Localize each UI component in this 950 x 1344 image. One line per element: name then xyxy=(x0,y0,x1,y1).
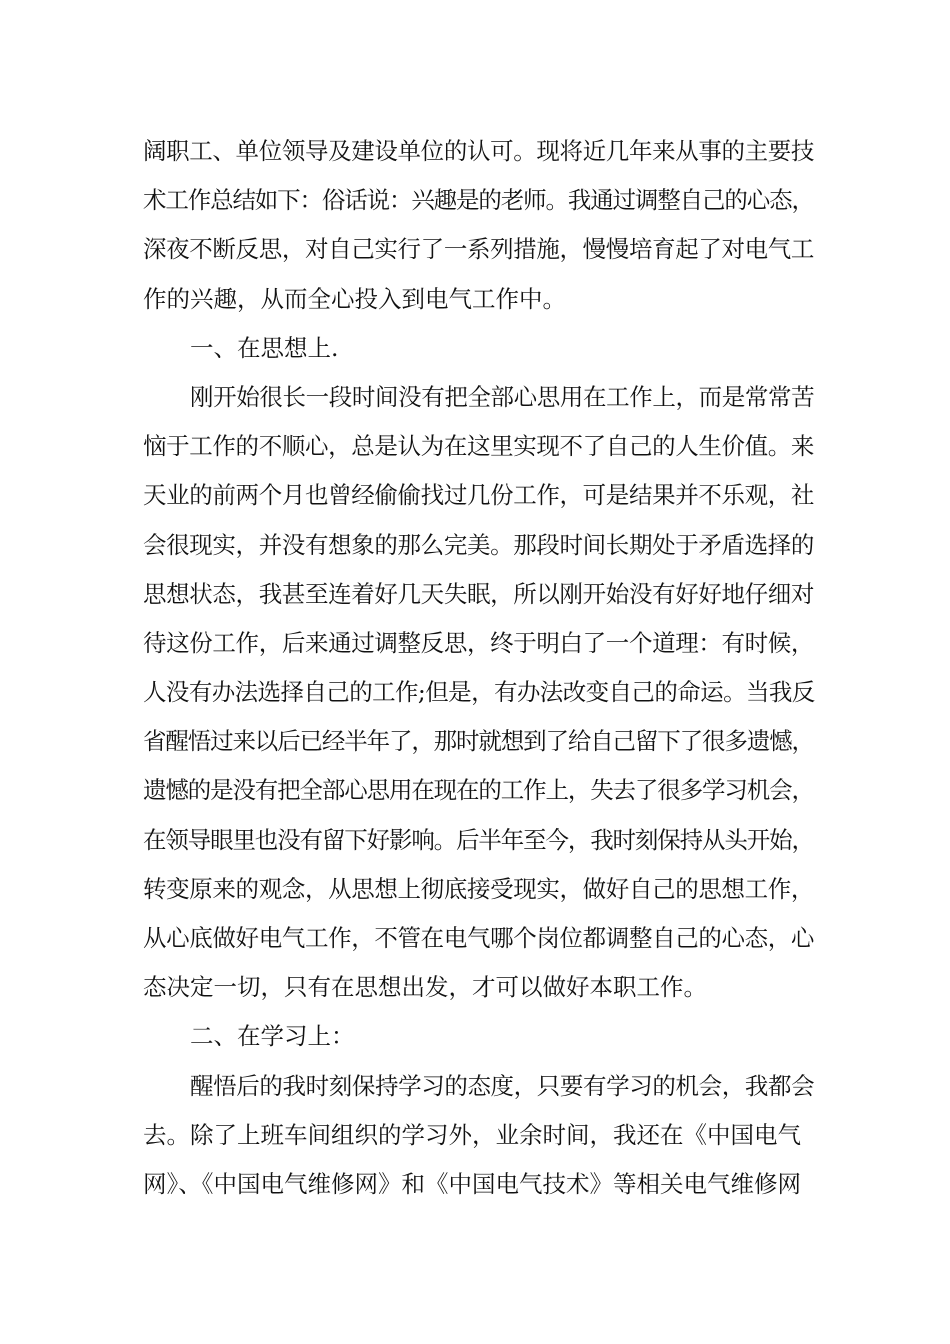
text-line: 在领导眼里也没有留下好影响。后半年至今，我时刻保持从头开始， xyxy=(143,825,814,854)
text-line: 醒悟后的我时刻保持学习的态度，只要有学习的机会，我都会 xyxy=(190,1071,815,1100)
text-line: 阔职工、单位领导及建设单位的认可。现将近几年来从事的主要技 xyxy=(143,137,815,165)
text-line: 态决定一切，只有在思想出发，才可以做好本职工作。 xyxy=(143,973,707,1002)
text-line: 省醒悟过来以后已经半年了，那时就想到了给自己留下了很多遗憾， xyxy=(143,727,814,756)
text-line: 会很现实，并没有想象的那么完美。那段时间长期处于矛盾选择的 xyxy=(143,530,815,559)
text-line: 刚开始很长一段时间没有把全部心思用在工作上，而是常常苦 xyxy=(190,382,815,411)
text-line: 作的兴趣，从而全心投入到电气工作中。 xyxy=(143,284,566,313)
text-line: 从心底做好电气工作，不管在电气哪个岗位都调整自己的心态，心 xyxy=(143,924,815,952)
text-line: 转变原来的观念，从思想上彻底接受现实，做好自己的思想工作， xyxy=(143,874,815,903)
text-line: 思想状态，我甚至连着好几天失眠，所以刚开始没有好好地仔细对 xyxy=(143,579,815,608)
text-line: 天业的前两个月也曾经偷偷找过几份工作，可是结果并不乐观，社 xyxy=(143,481,815,510)
text-line: 去。除了上班车间组织的学习外，业余时间，我还在《中国电气 xyxy=(143,1120,801,1149)
text-line: 遗憾的是没有把全部心思用在现在的工作上，失去了很多学习机会， xyxy=(143,776,814,805)
text-line: 深夜不断反思，对自己实行了一系列措施，慢慢培育起了对电气工 xyxy=(143,235,815,264)
text-line: 术工作总结如下：俗话说：兴趣是的老师。我通过调整自己的心态， xyxy=(143,186,814,215)
section-heading-study: 二、在学习上： xyxy=(190,1022,355,1051)
text-line: 网》、《中国电气维修网》和《中国电气技术》等相关电气维修网 xyxy=(143,1169,801,1198)
section-heading-thought: 一、在思想上. xyxy=(190,333,339,362)
document-body xyxy=(143,127,815,1209)
text-line: 恼于工作的不顺心，总是认为在这里实现不了自己的人生价值。来 xyxy=(143,432,815,461)
text-line: 待这份工作，后来通过调整反思，终于明白了一个道理：有时候， xyxy=(143,628,815,657)
text-line: 人没有办法选择自己的工作;但是，有办法改变自己的命运。当我反 xyxy=(143,678,815,707)
